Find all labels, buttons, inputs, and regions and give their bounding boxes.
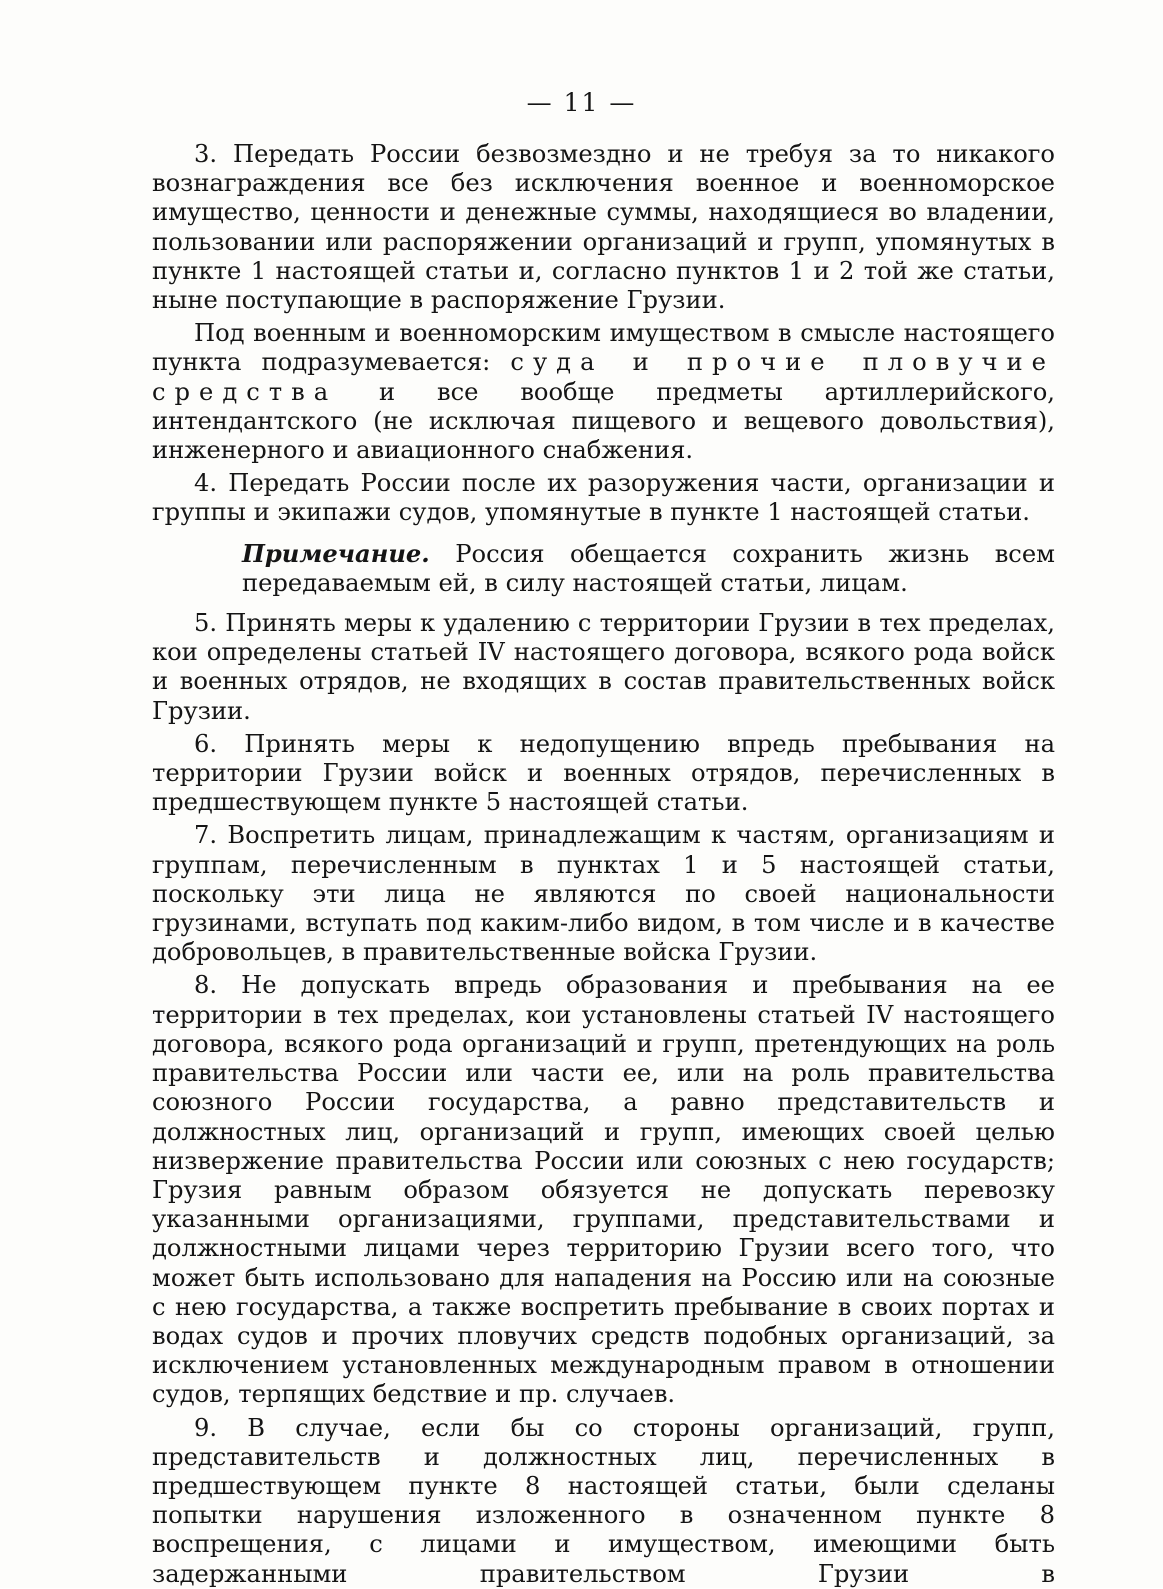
note-label: Примечание.	[242, 538, 430, 568]
paragraph-5: 5. Принять меры к удалению с территории Грузии в тех пределах, кои определены статьей IV настоящего договора, всякого рода войск и военных отрядов, не входящих в состав правительственных войск Грузии.	[152, 609, 1055, 725]
paragraph-6: 6. Принять меры к недопущению впредь пребывания на территории Грузии войск и военных отрядов, перечисленных в предшествующем пункте 5 настоящей статьи.	[152, 729, 1055, 817]
paragraph-3-definition	[152, 319, 1055, 465]
body-text	[152, 140, 1055, 1589]
paragraph-3: 3. Передать России безвозмездно и не требуя за то никакого вознаграждения все без исключения военное и военноморское имущество, ценности и денежные суммы, находящиеся во владении, пользовании или распоряжении организаций и групп, упомянутых в пункте 1 настоящей статьи и, согласно пунктов 1 и 2 той же статьи, ныне поступающие в распоряжение Грузии.	[152, 140, 1055, 315]
paragraph-7: 7. Воспретить лицам, принадлежащим к частям, организациям и группам, перечисленным в пунктах 1 и 5 настоящей статьи, поскольку эти лица не являются по своей национальности грузинами, вступать под каким-либо видом, в том числе и в качестве добровольцев, в правительственные войска Грузии.	[152, 821, 1055, 967]
paragraph-8: 8. Не допускать впредь образования и пребывания на ее территории в тех пределах, кои установлены статьей IV настоящего договора, всякого рода организаций и групп, претендующих на роль правительства России или части ее, или на роль правительства союзного России государства, а равно представительств и должностных лиц, организаций и групп, имеющих своей целью низвержение правительства России или союзных с нею государств; Грузия равным образом обязуется не допускать перевозку указанными организациями, группами, представительствами и должностными лицами через территорию Грузии всего того, что может быть использовано для нападения на Россию или на союзные с нею государства, а также воспретить пребывание в своих портах и водах судов и прочих пловучих средств подобных организаций, за исключением установленных международным правом в отношении судов, терпящих бедствие и пр. случаев.	[152, 971, 1055, 1409]
page-number: — 11 —	[526, 88, 637, 117]
paragraph-3-definition-end: и все вообще предметы артиллерийского, интендантского (не исключая пищевого и вещевого довольствия), инженерного и авиационного снабжения.	[152, 377, 1055, 465]
paragraph-9: 9. В случае, если бы со стороны организаций, групп, представительств и должностных лиц, перечисленных в предшествующем пункте 8 настоящей статьи, были сделаны попытки нарушения изложенного в означенном пункте 8 воспрещения, с лицами и имуществом, имеющими быть задержанными правительством Грузии в	[152, 1413, 1055, 1588]
note-paragraph	[152, 539, 1055, 598]
paragraph-3-definition-start: Под военным и военноморским имуществом в смысле настоящего пункта подразумевается:	[152, 319, 1055, 377]
note-text: Россия обещается сохранить жизнь всем передаваемым ей, в силу настоящей статьи, лицам.	[242, 539, 1055, 597]
paragraph-4: 4. Передать России после их разоружения части, организации и группы и экипажи судов, упомянутые в пункте 1 настоящей статьи.	[152, 469, 1055, 527]
paragraph-3-definition-spaced: суда и прочие пловучие средства	[152, 348, 1055, 406]
